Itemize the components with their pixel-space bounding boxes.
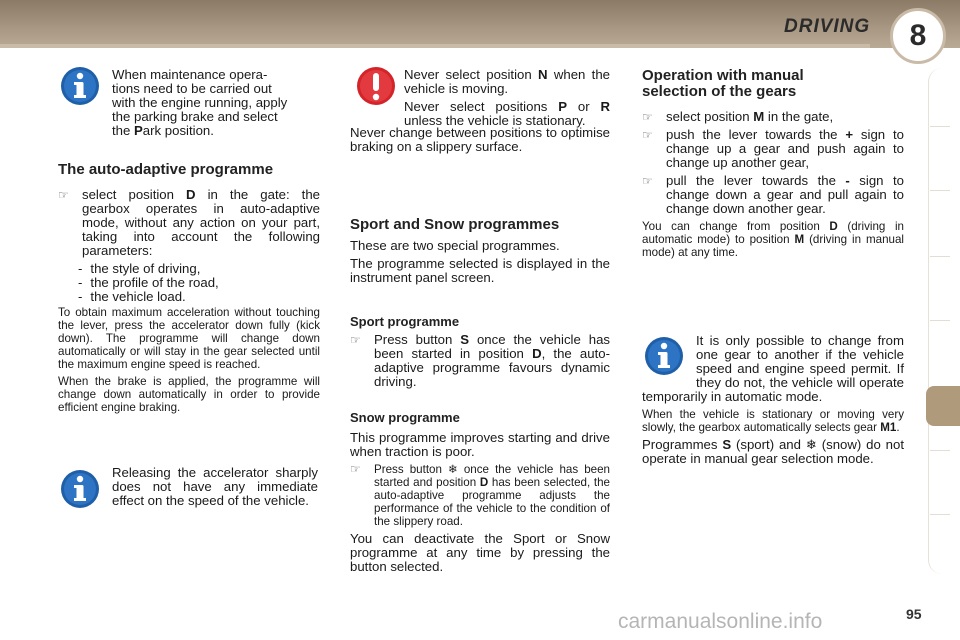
bullet-bold: D: [186, 187, 196, 202]
manual-text: in the gate,: [764, 109, 834, 124]
snow-text: Press button: [374, 463, 449, 476]
warn-text: unless the vehicle is stationary.: [404, 113, 586, 128]
manual-note: [642, 220, 904, 259]
info-accelerator: Releasing the accelerator sharply does not have any immediate effect on the speed of the vehicle.: [112, 465, 318, 508]
manual-text: select position: [666, 109, 754, 124]
icon-spacer: [642, 334, 696, 390]
section-title-auto-adaptive: The auto-adaptive programme: [58, 161, 274, 178]
snow-text: has been selected, the auto-adaptive programme adjusts the performance of the vehicle to the condition of the slippery road.: [374, 476, 611, 528]
sport-title: Sport programme: [350, 314, 460, 329]
snowflake-icon: ❄: [448, 463, 458, 476]
snow-deactivate: You can deactivate the Sport or Snow programme at any time by pressing the button selected.: [350, 531, 610, 574]
page-number: 95: [906, 606, 922, 622]
info-maintenance-line4: the parking brake and select: [112, 109, 278, 124]
note-text: (driving in automatic mode) to position: [642, 220, 904, 246]
kickdown-paragraph: To obtain maximum acceleration without touching the lever, press the accelerator down fully (kick down). The programme will change down automatically or will stay in the gear selected until the maximum engine speed is reached.: [58, 306, 320, 371]
section-title-manual-2: selection of the gears: [642, 83, 797, 100]
warn-text: when the vehicle is moving.: [404, 67, 610, 96]
info-manual-m1: [642, 408, 904, 434]
dash-text: the profile of the road,: [90, 275, 219, 290]
snowflake-icon: ❄: [805, 437, 817, 452]
snow-intro: This programme improves starting and drive when traction is poor.: [350, 430, 610, 459]
side-tab[interactable]: [930, 126, 950, 127]
sport-snow-intro: These are two special programmes.: [350, 238, 560, 253]
sport-snow-section: [350, 217, 610, 578]
info-manual-text: It is only possible to change from one gear to another if the vehicle speed and engine speed permit. If they do not, the vehicle will operate temporarily in automatic mode.: [642, 333, 904, 404]
warn-bold: P: [558, 99, 568, 114]
info-maintenance-line5: the: [112, 123, 134, 138]
warning-block: [404, 68, 610, 132]
chapter-number: 8: [890, 8, 946, 64]
warn-text: Never select position: [404, 67, 538, 82]
warning-icon: [356, 66, 396, 106]
sport-text: , the auto-adaptive programme favours dynamic driving.: [374, 346, 610, 389]
bullet-text-post: in the gate: the gearbox operates in auto-adaptive mode, without any action on your part, taking into account the following parameters:: [82, 187, 321, 258]
pointer-icon: ☞: [642, 110, 653, 124]
sport-snow-display: The programme selected is displayed in the instrument panel screen.: [350, 256, 610, 285]
info-text: (sport) and: [731, 437, 806, 452]
auto-adaptive-section: [58, 162, 320, 418]
info-text: Programmes: [642, 437, 723, 452]
bullet-text-pre: select position: [82, 187, 187, 202]
info-maintenance-line1: When maintenance opera-: [112, 67, 268, 82]
manual-text: sign to change up a gear and push again to change up another gear,: [666, 127, 904, 170]
side-tab[interactable]: [930, 320, 950, 321]
info-maintenance-line3: with the engine running, apply: [112, 95, 288, 110]
warn-bold: N: [538, 67, 548, 82]
manual-bullet: [642, 128, 904, 170]
manual-bold: +: [845, 127, 854, 142]
note-bold: M: [794, 233, 805, 246]
info-icon: [60, 66, 100, 106]
manual-bullet: [642, 174, 904, 216]
pointer-icon: ☞: [350, 462, 361, 476]
sport-bullet: [350, 333, 610, 389]
warn-text: Never select positions: [404, 99, 559, 114]
snow-bold: D: [479, 476, 489, 489]
pointer-icon: ☞: [58, 188, 69, 202]
manual-section: [642, 68, 904, 263]
dash-item: - the profile of the road,: [78, 275, 219, 290]
park-letter: P: [134, 123, 143, 138]
pointer-icon: ☞: [350, 333, 361, 347]
warning-neutral: [404, 68, 610, 96]
side-tab[interactable]: [930, 450, 950, 451]
section-title-sport-snow: Sport and Snow programmes: [350, 216, 560, 233]
sport-text: Press button: [374, 332, 461, 347]
info-manual-programmes: [642, 438, 904, 466]
dash-text: the style of driving,: [90, 261, 201, 276]
note-text: You can change from position: [642, 220, 830, 233]
manual-text: push the lever towards the: [666, 127, 846, 142]
manual-text: sign to change down a gear and pull again to change down another gear.: [666, 173, 904, 216]
sport-bold: D: [532, 346, 542, 361]
snow-title: Snow programme: [350, 410, 460, 425]
info-text: (snow) do not operate in manual gear selection mode.: [642, 437, 904, 466]
dash-item: - the vehicle load.: [78, 289, 186, 304]
manual-text: pull the lever towards the: [666, 173, 846, 188]
sport-text: once the vehicle has been started in position: [374, 332, 610, 361]
manual-bold: -: [845, 173, 850, 188]
header-rule: [0, 44, 870, 48]
info-maintenance: [112, 68, 318, 138]
info-manual: [642, 334, 904, 470]
sport-bold: S: [460, 332, 470, 347]
note-text: (driving in manual mode) at any time.: [642, 233, 904, 259]
info-icon: [60, 469, 100, 509]
pointer-icon: ☞: [642, 174, 653, 188]
side-tab[interactable]: [930, 190, 950, 191]
snow-bullet: [350, 463, 610, 528]
info-text: .: [896, 421, 900, 434]
dash-item: - the style of driving,: [78, 261, 201, 276]
manual-bullet: [642, 110, 904, 124]
info-maintenance-line2: tions need to be carried out: [112, 81, 272, 96]
warning-slippery: Never change between positions to optimise braking on a slippery surface.: [350, 125, 610, 154]
pointer-icon: ☞: [642, 128, 653, 142]
manual-bold: M: [753, 109, 765, 124]
warn-bold: R: [600, 99, 610, 114]
info-text: When the vehicle is stationary or moving very slowly, the gearbox automatically selects gear: [642, 408, 904, 434]
info-bold: M1: [880, 421, 897, 434]
engine-braking-paragraph: When the brake is applied, the programme will change down automatically in order to provide efficient engine braking.: [58, 375, 320, 414]
side-tab-strip: [928, 68, 951, 574]
watermark: carmanualsonline.info: [618, 610, 823, 633]
side-tab[interactable]: [930, 514, 950, 515]
side-tab[interactable]: [930, 256, 950, 257]
warn-text: or: [567, 99, 601, 114]
section-title-manual-1: Operation with manual: [642, 67, 804, 84]
dash-text: the vehicle load.: [90, 289, 186, 304]
warning-park-reverse: [404, 100, 610, 128]
chapter-title: DRIVING: [784, 16, 871, 37]
info-maintenance-tail: ark position.: [142, 123, 214, 138]
bullet-select-d: [58, 188, 320, 258]
snow-text: once the vehicle has been started and position: [374, 463, 611, 489]
info-bold: S: [722, 437, 732, 452]
note-bold: D: [829, 220, 838, 233]
side-tab-active[interactable]: [926, 386, 960, 426]
